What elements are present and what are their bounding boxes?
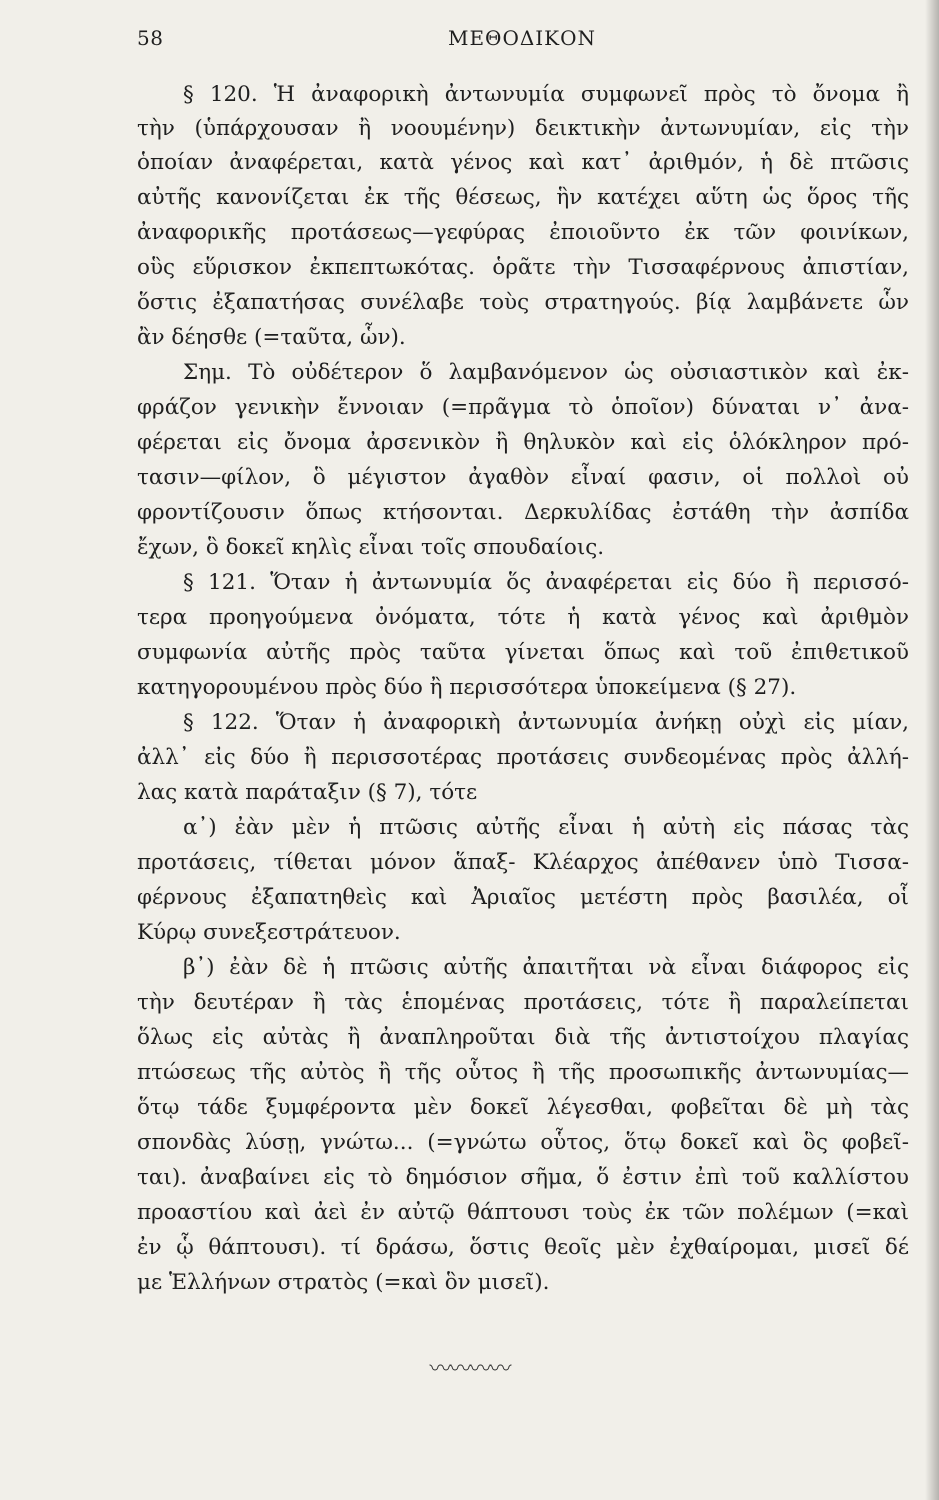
text-line: ται). ἀναβαίνει εἰς τὸ δημόσιον σῆμα, ὅ ἐστιν ἐπὶ τοῦ καλλίστου — [137, 1165, 909, 1190]
text-line: τὴν (ὑπάρχουσαν ἢ νοουμένην) δεικτικὴν ἀντωνυμίαν, εἰς τὴν — [137, 116, 909, 141]
text-line: ἔχων, ὃ δοκεῖ κηλὶς εἶναι τοῖς σπουδαίοις. — [137, 535, 605, 560]
text-line: αὐτῆς κανονίζεται ἐκ τῆς θέσεως, ἣν κατέχει αὕτη ὡς ὅρος τῆς — [137, 185, 909, 210]
text-line: § 120. Ἡ ἀναφορικὴ ἀντωνυμία συμφωνεῖ πρὸς τὸ ὄνομα ἢ — [183, 82, 909, 107]
text-line: συμφωνία αὐτῆς πρὸς ταῦτα γίνεται ὅπως καὶ τοῦ ἐπιθετικοῦ — [137, 640, 909, 665]
text-line: τασιν—φίλον, ὃ μέγιστον ἀγαθὸν εἶναί φασιν, οἱ πολλοὶ οὐ — [137, 465, 909, 490]
text-line: κατηγορουμένου πρὸς δύο ἢ περισσότερα ὑποκείμενα (§ 27). — [137, 675, 797, 700]
text-line: ἀλλ᾽ εἰς δύο ἢ περισσοτέρας προτάσεις συνδεομένας πρὸς ἀλλή- — [137, 745, 909, 770]
text-line: φέρνους ἐξαπατηθεὶς καὶ Ἀριαῖος μετέστη πρὸς βασιλέα, οἷ — [137, 885, 909, 910]
text-line: ὁποίαν ἀναφέρεται, κατὰ γένος καὶ κατ᾽ ἀριθμόν, ἡ δὲ πτῶσις — [137, 150, 909, 175]
text-line: § 122. Ὅταν ἡ ἀναφορικὴ ἀντωνυμία ἀνήκῃ οὐχὶ εἰς μίαν, — [183, 710, 909, 735]
running-title: ΜΕΘΟΔΙΚΟΝ — [447, 26, 597, 50]
text-line: α᾽) ἐὰν μὲν ἡ πτῶσις αὐτῆς εἶναι ἡ αὐτὴ εἰς πάσας τὰς — [183, 815, 909, 840]
text-line: σπονδὰς λύσῃ, γνώτω... (=γνώτω οὗτος, ὅτῳ δοκεῖ καὶ ὃς φοβεῖ- — [137, 1130, 909, 1155]
text-line: ὅλως εἰς αὐτὰς ἢ ἀναπληροῦται διὰ τῆς ἀντιστοίχου πλαγίας — [137, 1025, 909, 1050]
text-line: προτάσεις, τίθεται μόνον ἅπαξ- Κλέαρχος ἀπέθανεν ὑπὸ Τισσα- — [137, 850, 909, 875]
page-number: 58 — [137, 26, 164, 50]
text-line: ὅτῳ τάδε ξυμφέροντα μὲν δοκεῖ λέγεσθαι, φοβεῖται δὲ μὴ τὰς — [137, 1095, 909, 1120]
page-header — [137, 26, 907, 56]
text-line: ὅστις ἐξαπατήσας συνέλαβε τοὺς στρατηγούς. βίᾳ λαμβάνετε ὧν — [137, 290, 909, 315]
text-line: ἀναφορικῆς προτάσεως—γεφύρας ἐποιοῦντο ἐκ τῶν φοινίκων, — [137, 220, 909, 245]
page-edge-shadow — [925, 0, 939, 1500]
text-line: τερα προηγούμενα ὀνόματα, τότε ἡ κατὰ γένος καὶ ἀριθμὸν — [137, 605, 909, 630]
text-line: οὓς εὕρισκον ἐκπεπτωκότας. ὁρᾶτε τὴν Τισσαφέρνους ἀπιστίαν, — [137, 255, 909, 280]
text-line: φέρεται εἰς ὄνομα ἀρσενικὸν ἢ θηλυκὸν καὶ εἰς ὁλόκληρον πρό- — [137, 430, 909, 455]
text-line: ἂν δέησθε (=ταῦτα, ὧν). — [137, 325, 406, 350]
text-line: προαστίου καὶ ἀεὶ ἐν αὐτῷ θάπτουσι τοὺς ἐκ τῶν πολέμων (=καὶ — [137, 1200, 909, 1225]
text-line: λας κατὰ παράταξιν (§ 7), τότε — [137, 780, 478, 805]
text-line: § 121. Ὅταν ἡ ἀντωνυμία ὅς ἀναφέρεται εἰς δύο ἢ περισσό- — [183, 570, 909, 595]
text-line: τὴν δευτέραν ἢ τὰς ἑπομένας προτάσεις, τότε ἢ παραλείπεται — [137, 990, 909, 1015]
text-line: ἐν ᾧ θάπτουσι). τί δράσω, ὅστις θεοῖς μὲν ἐχθαίρομαι, μισεῖ δέ — [137, 1235, 909, 1260]
ornament-divider: 〰〰〰〰 — [429, 1357, 510, 1382]
text-line: β᾽) ἐὰν δὲ ἡ πτῶσις αὐτῆς ἀπαιτῆται νὰ εἶναι διάφορος εἰς — [183, 955, 909, 980]
text-line: πτώσεως τῆς αὐτὸς ἢ τῆς οὗτος ἢ τῆς προσωπικῆς ἀντωνυμίας— — [137, 1060, 909, 1085]
text-line: Σημ. Τὸ οὐδέτερον ὅ λαμβανόμενον ὡς οὐσιαστικὸν καὶ ἐκ- — [183, 360, 909, 385]
text-line: φράζον γενικὴν ἔννοιαν (=πρᾶγμα τὸ ὁποῖον) δύναται ν᾽ ἀνα- — [137, 395, 909, 420]
text-line: φροντίζουσιν ὅπως κτήσονται. Δερκυλίδας ἐστάθη τὴν ἀσπίδα — [137, 500, 909, 525]
text-line: Κύρῳ συνεξεστράτευον. — [137, 920, 401, 945]
text-line: με Ἑλλήνων στρατὸς (=καὶ ὃν μισεῖ). — [137, 1270, 550, 1295]
